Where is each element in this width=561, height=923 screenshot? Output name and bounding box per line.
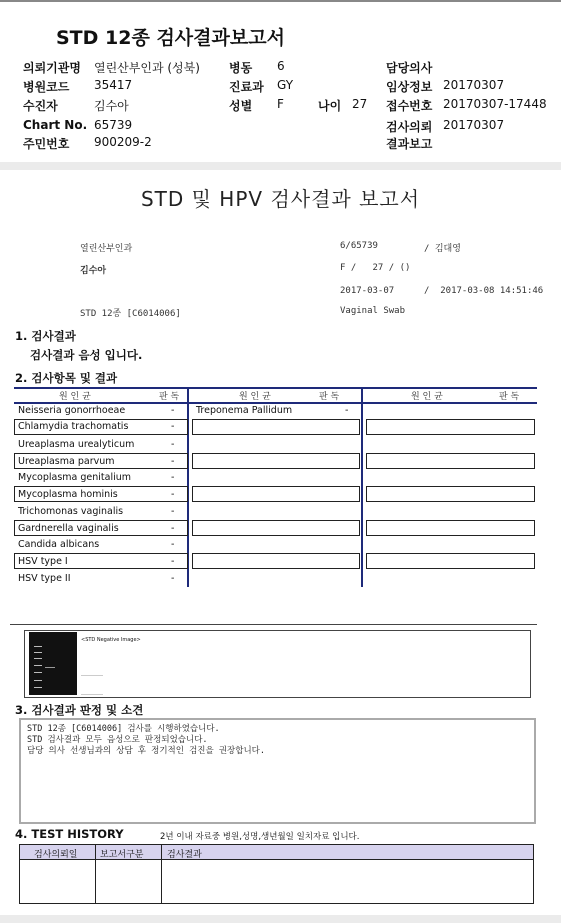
field-label-chart-no: Chart No. <box>23 118 88 132</box>
pathogen-result: - <box>171 539 175 550</box>
pathogen-result: - <box>171 489 175 500</box>
field-value-resident-no: 900209-2 <box>94 135 152 149</box>
field-label-department: 진료과 <box>229 80 264 94</box>
history-table-header <box>20 845 533 860</box>
pathogen-result: - <box>171 472 175 483</box>
gel-image-frame <box>24 630 531 698</box>
opinion-line-2: STD 검사결과 모두 음성으로 판정되었습니다. <box>27 735 208 745</box>
pathogen-result: - <box>171 506 175 517</box>
pathogen-item: Mycoplasma genitalium <box>18 472 132 483</box>
section4-note: 2년 이내 자료중 병원,성명,생년월일 일치자료 입니다. <box>160 832 360 842</box>
opinion-line-1: STD 12종 [C6014006] 검사를 시행하였습니다. <box>27 724 220 734</box>
gel-legend <box>81 675 103 695</box>
col-pathogen-1: 원 인 균 <box>59 392 91 402</box>
field-label-report-date: 결과보고 <box>386 137 433 151</box>
pathogen-item: HSV type II <box>18 573 71 584</box>
field-label-hospital: 의뢰기관명 <box>23 61 81 75</box>
pathogen-item: Mycoplasma hominis <box>18 489 118 500</box>
empty-row-box <box>192 553 360 569</box>
report-sex-age: F / 27 / () <box>340 263 411 273</box>
col-judge-2: 판 독 <box>319 392 340 402</box>
empty-row-box <box>366 419 535 435</box>
field-value-sex: F <box>277 97 284 111</box>
field-label-clinical-info: 임상정보 <box>386 80 433 94</box>
report-title: STD 및 HPV 검사결과 보고서 <box>140 187 421 211</box>
pathogen-item: Gardnerella vaginalis <box>18 523 119 534</box>
grid-divider-2 <box>361 387 363 587</box>
col-pathogen-3: 원 인 균 <box>411 392 443 402</box>
history-col-request-date: 검사의뢰일 <box>34 850 78 860</box>
empty-row-box <box>192 453 360 469</box>
pathogen-result: - <box>171 456 175 467</box>
history-table <box>19 844 534 904</box>
field-value-age: 27 <box>352 97 368 111</box>
pathogen-item: Ureaplasma urealyticum <box>18 439 135 450</box>
results-grid-header <box>14 387 537 404</box>
section4-heading: 4. TEST HISTORY <box>15 827 124 841</box>
field-value-clinical-info: 20170307 <box>443 78 505 92</box>
field-value-chart-no: 65739 <box>94 118 133 132</box>
empty-row-box <box>192 520 360 536</box>
field-label-hospital-code: 병원코드 <box>23 80 70 94</box>
pathogen-item: Neisseria gonorrhoeae <box>18 405 126 416</box>
pathogen-item: Chlamydia trachomatis <box>18 421 129 432</box>
pathogen-result: - <box>171 421 175 432</box>
field-label-patient: 수진자 <box>23 99 58 113</box>
field-label-request-date: 검사의뢰 <box>386 120 433 134</box>
pathogen-result: - <box>171 573 175 584</box>
history-col-report-type: 보고서구분 <box>100 850 144 860</box>
empty-row-box <box>366 453 535 469</box>
pathogen-item: Candida albicans <box>18 539 100 550</box>
pathogen-item: Treponema Pallidum <box>196 405 293 416</box>
field-label-doctor: 담당의사 <box>386 61 433 75</box>
field-value-patient: 김수아 <box>94 99 129 113</box>
gel-image-caption: <STD Negative Image> <box>81 637 141 643</box>
pathogen-result: - <box>171 523 175 534</box>
header-title: STD 12종 검사결과보고서 <box>56 27 285 49</box>
empty-row-box <box>192 419 360 435</box>
report-patient: 김수아 <box>80 266 107 276</box>
report-chart: 6/65739 <box>340 241 378 251</box>
report-date-reported: / 2017-03-08 14:51:46 <box>424 286 544 296</box>
empty-row-box <box>366 520 535 536</box>
field-value-accession-no: 20170307-17448 <box>443 97 547 111</box>
field-value-hospital-code: 35417 <box>94 78 133 92</box>
field-value-hospital: 열린산부인과 (성북) <box>94 61 200 75</box>
field-label-ward: 병동 <box>229 61 253 75</box>
section1-result: 검사결과 음성 입니다. <box>30 348 143 362</box>
empty-row-box <box>366 486 535 502</box>
pathogen-result: - <box>171 405 175 416</box>
field-value-department: GY <box>277 78 294 92</box>
report-doctor: / 김대영 <box>424 244 461 254</box>
field-value-ward: 6 <box>277 59 285 73</box>
field-label-resident-no: 주민번호 <box>23 137 70 151</box>
section2-heading: 2. 검사항목 및 결과 <box>15 371 118 385</box>
empty-row-box <box>192 486 360 502</box>
section1-heading: 1. 검사결과 <box>15 329 76 343</box>
field-label-age: 나이 <box>318 99 342 113</box>
history-col-result: 검사결과 <box>167 850 202 860</box>
field-label-accession-no: 접수번호 <box>386 99 433 113</box>
report-date-received: 2017-03-07 <box>340 286 395 296</box>
history-col-divider <box>161 845 162 903</box>
report-test-code: STD 12종 [C6014006] <box>80 309 181 319</box>
field-value-request-date: 20170307 <box>443 118 505 132</box>
pathogen-result: - <box>171 556 175 567</box>
pathogen-result: - <box>171 439 175 450</box>
pathogen-result: - <box>345 405 349 416</box>
empty-row-box <box>366 553 535 569</box>
field-label-sex: 성별 <box>229 99 253 113</box>
col-pathogen-2: 원 인 균 <box>239 392 271 402</box>
pathogen-item: HSV type I <box>18 556 68 567</box>
opinion-line-3: 담당 의사 선생님과의 상담 후 정기적인 검진을 권장합니다. <box>27 746 266 756</box>
section3-heading: 3. 검사결과 판정 및 소견 <box>15 703 144 717</box>
report-hospital: 열린산부인과 <box>80 244 133 254</box>
col-judge-3: 판 독 <box>499 392 520 402</box>
pathogen-item: Ureaplasma parvum <box>18 456 115 467</box>
report-specimen: Vaginal Swab <box>340 306 406 316</box>
history-col-divider <box>95 845 96 903</box>
gel-image <box>29 632 77 695</box>
opinion-box <box>19 718 536 824</box>
col-judge-1: 판 독 <box>159 392 180 402</box>
divider <box>10 624 537 625</box>
pathogen-item: Trichomonas vaginalis <box>18 506 124 517</box>
